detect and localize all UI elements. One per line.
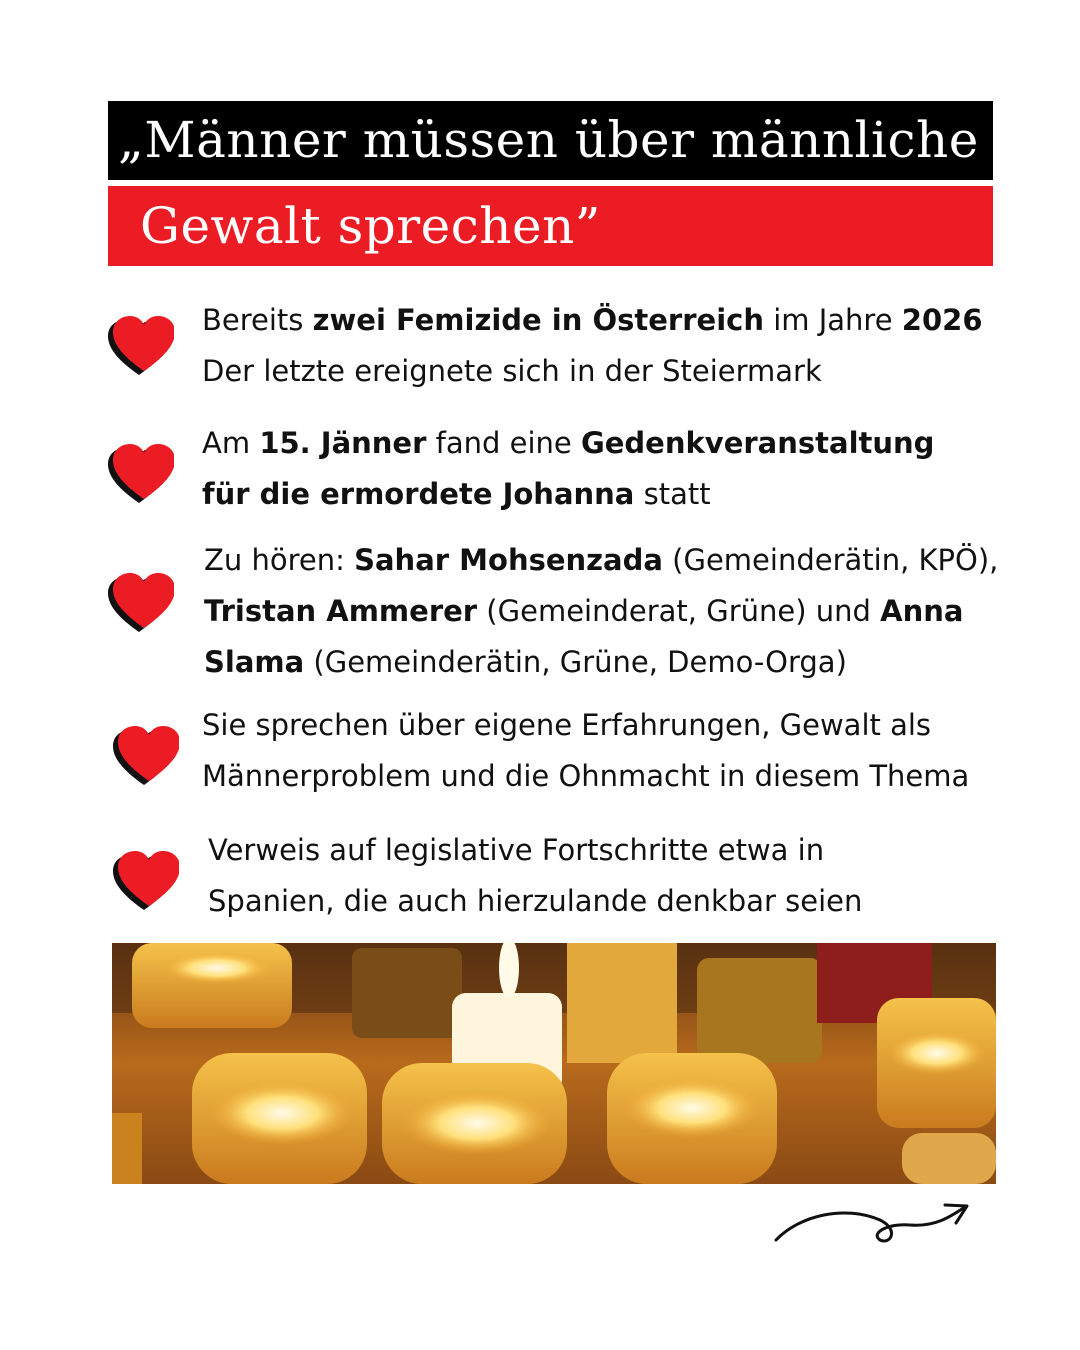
bold-segment: Slama <box>204 645 305 679</box>
text-segment: Zu hören: <box>204 543 355 577</box>
bold-segment: für die ermordete Johanna <box>202 477 635 511</box>
bullet-text-line <box>204 535 998 586</box>
text-segment: Der letzte ereignete sich in der Steiermark <box>202 354 822 388</box>
heart-icon <box>108 444 174 504</box>
bullet-text <box>204 535 998 688</box>
heart-icon <box>113 726 179 786</box>
heart-icon <box>113 851 179 911</box>
bold-segment: 15. Jänner <box>259 426 427 460</box>
text-segment: Bereits <box>202 303 313 337</box>
bullet-text <box>202 700 969 802</box>
bullet-text-line <box>208 825 862 876</box>
text-segment: (Gemeinderätin, Grüne, Demo-Orga) <box>304 645 847 679</box>
candles-photo <box>112 943 996 1184</box>
bullet-text <box>202 295 983 397</box>
bullet-text-line <box>204 637 998 688</box>
text-segment: Spanien, die auch hierzulande denkbar seien <box>208 884 863 918</box>
bullet-text-line <box>202 346 983 397</box>
heart-icon <box>108 316 174 376</box>
bold-segment: Tristan Ammerer <box>204 594 478 628</box>
text-segment: Sie sprechen über eigene Erfahrungen, Gewalt als <box>202 708 932 742</box>
bold-segment: Anna <box>880 594 964 628</box>
text-segment: (Gemeinderätin, KPÖ), <box>662 543 999 577</box>
text-segment: Verweis auf legislative Fortschritte etwa in <box>208 833 825 867</box>
bullet-text-line <box>208 876 862 927</box>
swipe-arrow-icon[interactable] <box>770 1195 975 1250</box>
bold-segment: zwei Femizide in Österreich <box>312 303 764 337</box>
bullet-text-line <box>202 751 969 802</box>
text-segment: im Jahre <box>763 303 902 337</box>
bullet-text-line <box>202 469 934 520</box>
bullet-text-line <box>202 418 934 469</box>
text-segment: fand eine <box>426 426 581 460</box>
bullet-text-line <box>202 700 969 751</box>
bullet-text <box>208 825 862 927</box>
bullet-text-line <box>204 586 998 637</box>
bold-segment: 2026 <box>901 303 983 337</box>
bullet-text-line <box>202 295 983 346</box>
heart-icon <box>108 573 174 633</box>
bold-segment: Sahar Mohsenzada <box>354 543 663 577</box>
bullet-text <box>202 418 934 520</box>
text-segment: (Gemeinderat, Grüne) und <box>477 594 881 628</box>
text-segment: statt <box>634 477 711 511</box>
headline-line-2: Gewalt sprechen” <box>108 186 993 266</box>
text-segment: Männerproblem und die Ohnmacht in diesem Thema <box>202 759 970 793</box>
bold-segment: Gedenkveranstaltung <box>580 426 935 460</box>
text-segment: Am <box>202 426 260 460</box>
headline-line-1: „Männer müssen über männliche <box>108 101 993 180</box>
